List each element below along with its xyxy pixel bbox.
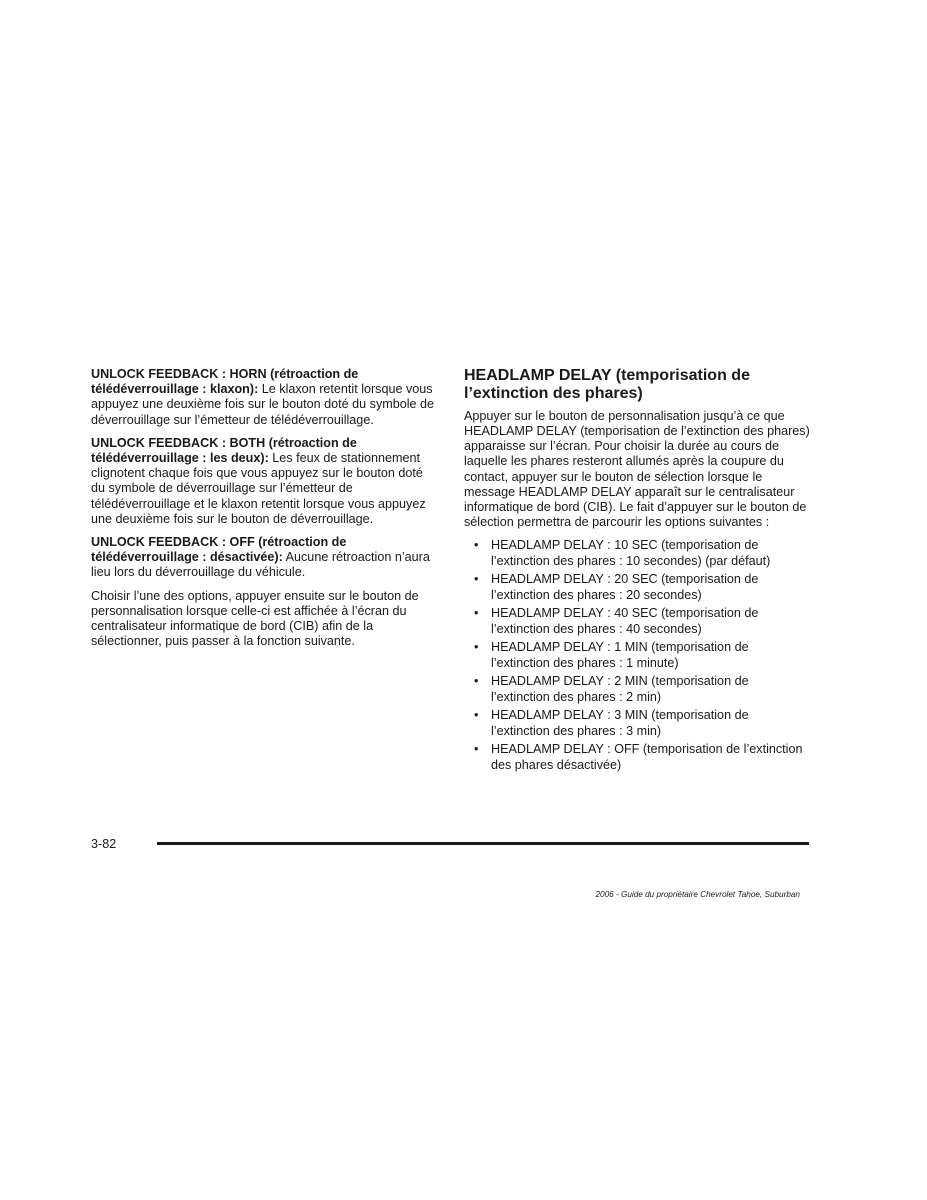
option-text: HEADLAMP DELAY : 10 SEC (temporisation de l’extinction des phares : 10 secondes) (par défaut)	[491, 538, 771, 568]
options-list	[464, 538, 810, 773]
option-title: UNLOCK FEEDBACK : OFF (rétroaction de télédéverrouillage : désactivée):	[91, 535, 347, 565]
option-text: HEADLAMP DELAY : 1 MIN (temporisation de l’extinction des phares : 1 minute)	[491, 640, 749, 670]
left-column	[91, 367, 436, 657]
unlock-feedback-both-paragraph	[91, 436, 436, 527]
unlock-feedback-horn-paragraph	[91, 367, 436, 428]
bullet-icon: •	[474, 606, 479, 621]
list-item	[464, 572, 810, 603]
option-description: Les feux de stationnement clignotent chaque fois que vous appuyez sur le bouton doté du symbole de déverrouillage sur l’émetteur de télédéverrouillage et le klaxon retentit lorsque vous appuyez une deuxième fois sur le bouton de déverrouillage.	[91, 451, 426, 526]
bullet-icon: •	[474, 538, 479, 553]
bullet-icon: •	[474, 640, 479, 655]
option-description: Le klaxon retentit lorsque vous appuyez une deuxième fois sur le bouton doté du symbole de déverrouillage sur l’émetteur de télédéverrouillage.	[91, 382, 435, 427]
footer-text: 2006 - Guide du propriétaire Chevrolet Tahoe, Suburban	[595, 890, 800, 899]
intro-paragraph: Appuyer sur le bouton de personnalisation jusqu’à ce que HEADLAMP DELAY (temporisation de l’extinction des phares) apparaisse sur l’écran. Pour choisir la durée au cours de laquelle les phares resteront allumés après la coupure du contact, appuyer sur le bouton de sélection lorsque le message HEADLAMP DELAY apparaît sur le centralisateur informatique de bord (CIB). Le fait d’appuyer sur le bouton de sélection permettra de parcourir les options suivantes :	[464, 408, 810, 530]
bullet-icon: •	[474, 708, 479, 723]
option-description: Aucune rétroaction n’aura lieu lors du déverrouillage du véhicule.	[91, 550, 430, 580]
option-text: HEADLAMP DELAY : 20 SEC (temporisation de l’extinction des phares : 20 secondes)	[491, 572, 759, 602]
option-title: UNLOCK FEEDBACK : BOTH (rétroaction de télédéverrouillage : les deux):	[91, 435, 357, 466]
bullet-icon: •	[474, 742, 479, 757]
page-number: 3-82	[91, 837, 117, 851]
unlock-feedback-off-paragraph	[91, 535, 436, 581]
list-item	[464, 606, 810, 637]
list-item	[464, 640, 810, 671]
bullet-icon: •	[474, 572, 479, 587]
list-item	[464, 538, 810, 569]
option-text: HEADLAMP DELAY : 40 SEC (temporisation de l’extinction des phares : 40 secondes)	[491, 606, 759, 636]
right-column	[464, 367, 810, 776]
option-title: UNLOCK FEEDBACK : HORN (rétroaction de télédéverrouillage : klaxon):	[91, 367, 359, 397]
list-item	[464, 708, 810, 739]
instructions-paragraph: Choisir l’une des options, appuyer ensuite sur le bouton de personnalisation lorsque celle-ci est affichée à l’écran du centralisateur informatique de bord (CIB) afin de la sélectionner, puis passer à la fonction suivante.	[91, 588, 419, 649]
list-item	[464, 742, 810, 773]
list-item	[464, 674, 810, 705]
option-text: HEADLAMP DELAY : OFF (temporisation de l’extinction des phares désactivée)	[491, 742, 803, 772]
bullet-icon: •	[474, 674, 479, 689]
option-text: HEADLAMP DELAY : 2 MIN (temporisation de l’extinction des phares : 2 min)	[491, 674, 749, 704]
option-text: HEADLAMP DELAY : 3 MIN (temporisation de l’extinction des phares : 3 min)	[491, 708, 749, 738]
footer-divider	[157, 842, 809, 845]
section-heading: HEADLAMP DELAY (temporisation de l’extinction des phares)	[464, 367, 750, 403]
